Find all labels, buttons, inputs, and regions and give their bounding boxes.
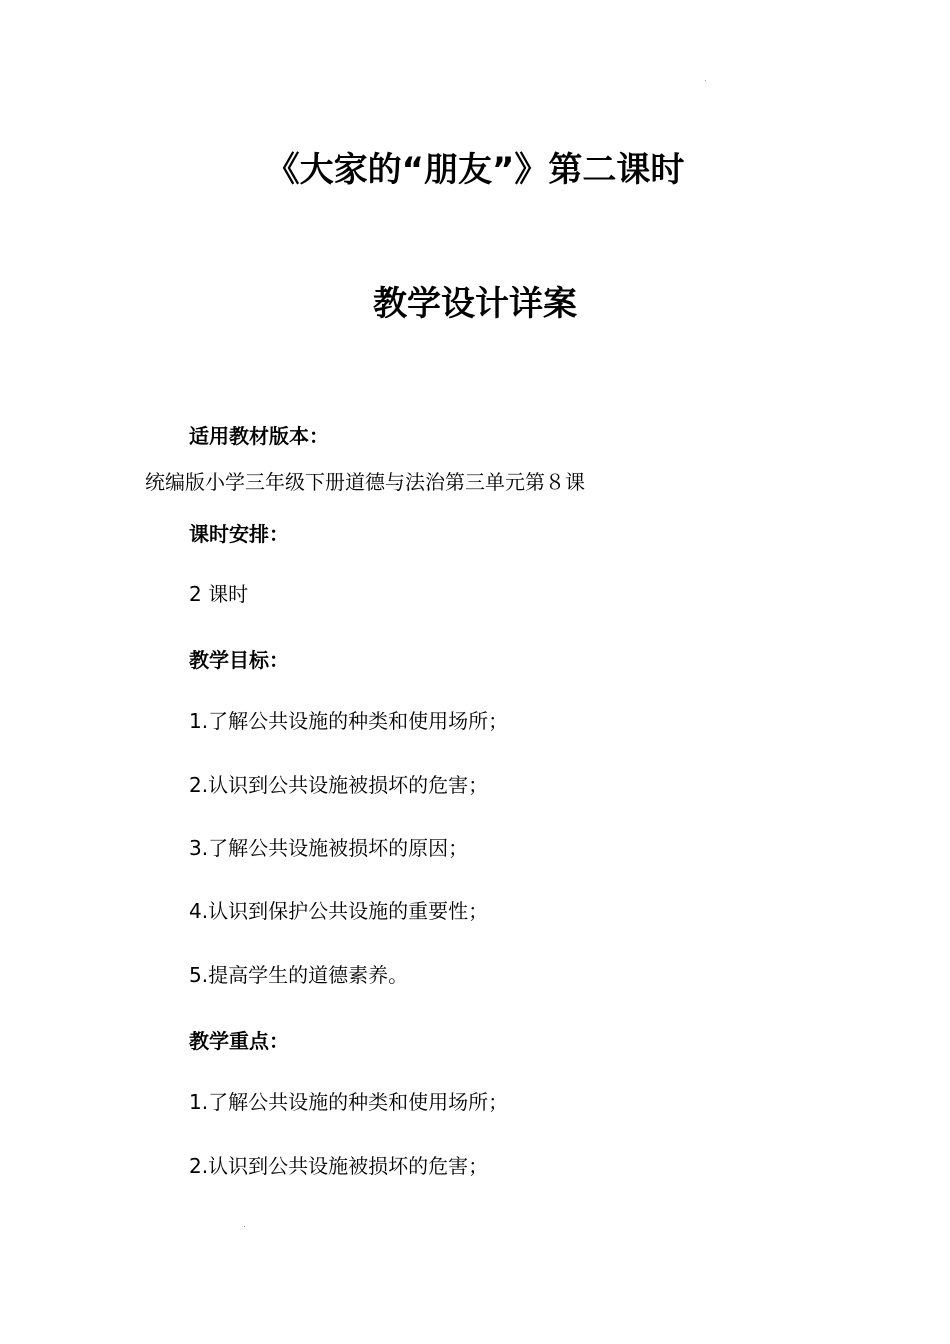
focus-heading: 教学重点： xyxy=(189,1029,289,1053)
goal-item: 1.了解公共设施的种类和使用场所； xyxy=(189,709,509,733)
goals-heading: 教学目标： xyxy=(189,648,289,672)
scan-speck xyxy=(705,80,706,81)
goal-item: 5.提高学生的道德素养。 xyxy=(189,963,409,987)
focus-item: 1.了解公共设施的种类和使用场所； xyxy=(189,1090,509,1114)
focus-item: 2.认识到公共设施被损坏的危害； xyxy=(189,1154,489,1178)
schedule-heading: 课时安排： xyxy=(189,522,289,546)
document-title: 《大家的“朋友”》第二课时 xyxy=(265,150,685,190)
scan-speck xyxy=(244,1226,245,1227)
textbook-value: 统编版小学三年级下册道德与法治第三单元第８课 xyxy=(145,470,585,494)
goal-item: 2.认识到公共设施被损坏的危害； xyxy=(189,773,489,797)
goal-item: 3.了解公共设施被损坏的原因； xyxy=(189,836,469,860)
document-subtitle: 教学设计详案 xyxy=(373,284,577,324)
schedule-value: 2 课时 xyxy=(189,582,249,606)
textbook-heading: 适用教材版本： xyxy=(189,424,329,448)
goal-item: 4.认识到保护公共设施的重要性； xyxy=(189,899,489,923)
